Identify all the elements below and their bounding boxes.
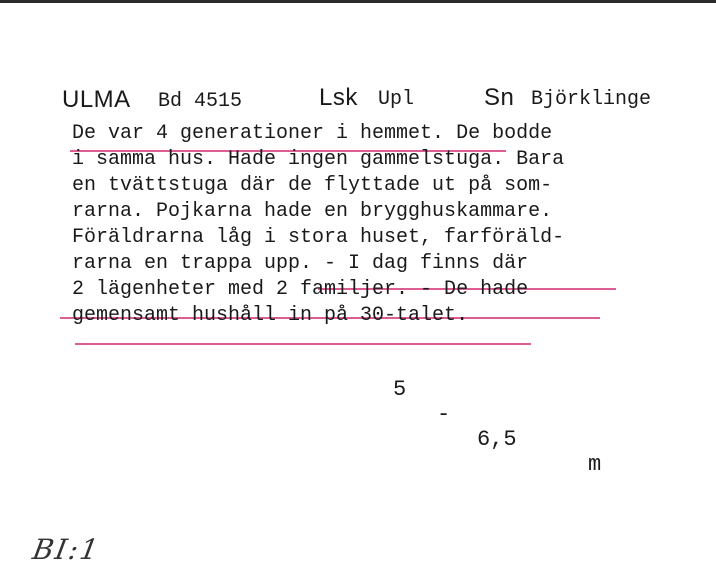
measure-to: 6,5 — [477, 427, 517, 452]
body-line: De var 4 generationer i hemmet. De bodde — [72, 122, 553, 145]
body-line: rarna. Pojkarna hade en brygghuskammare. — [72, 200, 553, 223]
card-top-edge — [0, 0, 716, 3]
measurement — [0, 352, 716, 502]
body-line: 2 lägenheter med 2 familjer. - De hade — [72, 278, 529, 301]
handwritten-shelfmark: BI:1 — [30, 533, 103, 566]
body-line: rarna en trappa upp. - I dag finns där — [72, 252, 529, 275]
parish-value: Björklinge — [531, 88, 652, 111]
measure-unit: m — [588, 452, 602, 477]
county-label: Lsk — [319, 84, 358, 111]
body-line: i samma hus. Hade ingen gammelstuga. Bara — [72, 148, 565, 171]
archive-code: ULMA — [62, 86, 131, 113]
card-body — [72, 121, 564, 329]
county-value: Upl — [378, 88, 415, 111]
pink-underline — [75, 343, 531, 345]
body-line: Föräldrarna låg i stora huset, farföräld- — [72, 226, 565, 249]
measure-from: 5 — [393, 377, 407, 402]
card-header — [0, 80, 716, 120]
body-line: en tvättstuga där de flyttade ut på som- — [72, 174, 553, 197]
measure-dash: - — [437, 402, 451, 427]
parish-label: Sn — [484, 84, 515, 111]
volume-number: Bd 4515 — [158, 90, 243, 113]
body-line: gemensamt hushåll in på 30-talet. — [72, 304, 469, 327]
